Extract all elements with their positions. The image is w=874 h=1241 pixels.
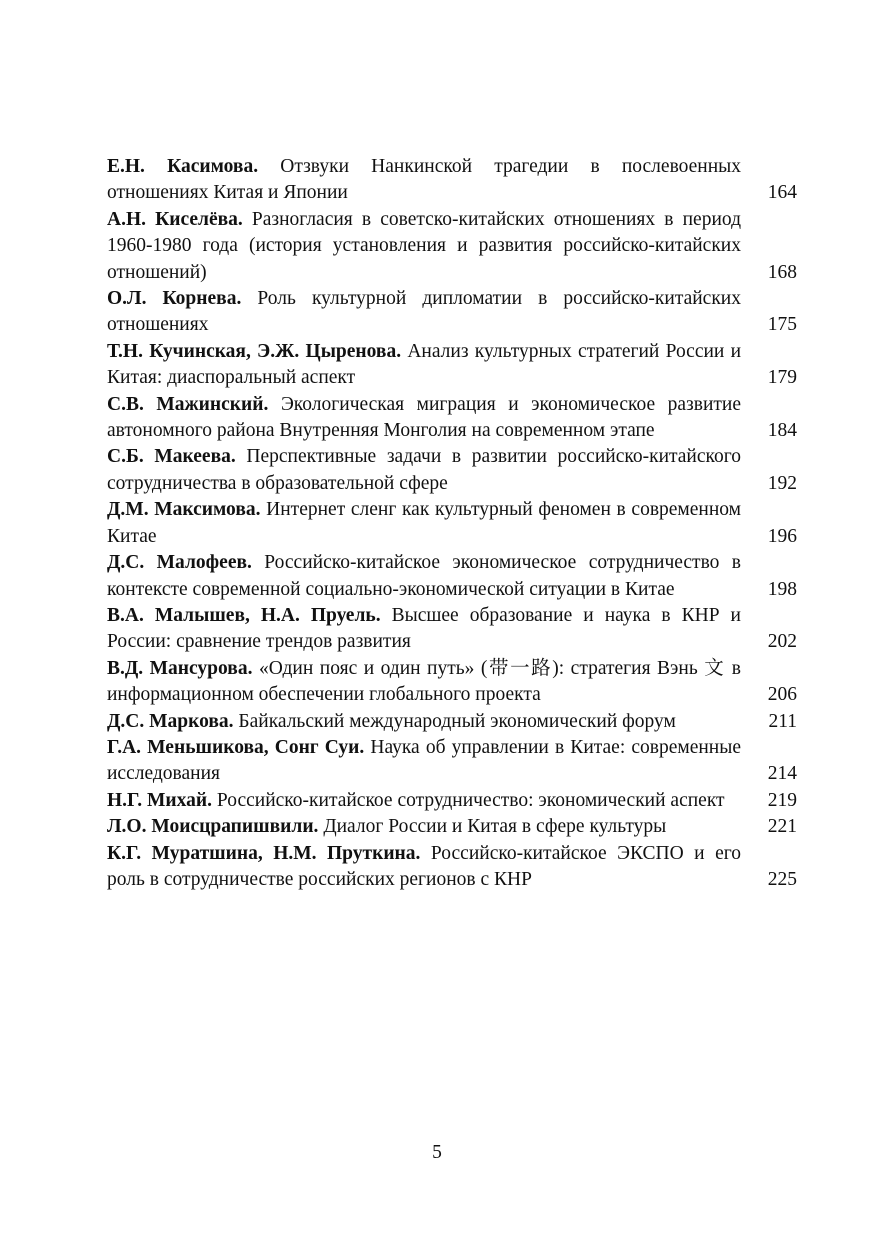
- toc-author: Д.С. Маркова.: [107, 710, 234, 732]
- toc-entry-text: [107, 603, 741, 656]
- toc-title: Высшее образование и наука в КНР и России: сравнение трендов развития: [107, 604, 741, 653]
- toc-author: А.Н. Киселёва.: [107, 208, 243, 230]
- toc-title: Наука об управлении в Китае: современные исследования: [107, 736, 742, 785]
- toc-entry: [107, 709, 797, 735]
- toc-title: Разногласия в советско-китайских отношениях в период 1960-1980 года (история установления и развития российско-китайских отношений): [107, 208, 741, 283]
- toc-entry-text: [107, 392, 741, 445]
- toc-page-number: 196: [767, 525, 797, 547]
- toc-author: С.В. Мажинский.: [107, 393, 269, 415]
- toc-title: Российско-китайское сотрудничество: экономический аспект: [216, 789, 725, 811]
- toc-title: Отзвуки Нанкинской трагедии в послевоенных отношениях Китая и Японии: [107, 156, 742, 204]
- toc-title: Байкальский международный экономический форум: [238, 710, 676, 732]
- toc-author: Д.С. Малофеев.: [107, 552, 252, 574]
- toc-entry-text: [107, 497, 741, 550]
- toc-page-number: 175: [767, 314, 797, 336]
- toc-entry-text: [107, 444, 741, 497]
- toc-entry: [107, 814, 797, 840]
- toc-entry: [107, 735, 797, 788]
- toc-title: Интернет сленг как культурный феномен в современном Китае: [107, 499, 742, 547]
- toc-entry: [107, 656, 797, 709]
- toc-entry: [107, 788, 797, 814]
- toc-page-number: 225: [767, 868, 797, 890]
- toc-entry: [107, 841, 797, 894]
- toc-entry-text: [107, 207, 741, 286]
- toc-entry: [107, 603, 797, 656]
- toc-entry-text: [107, 788, 741, 814]
- toc-entry: [107, 550, 797, 603]
- toc-entry: [107, 497, 797, 550]
- toc-page-number: 206: [767, 684, 797, 706]
- toc-entry-text: [107, 286, 741, 339]
- toc-entry: [107, 339, 797, 392]
- toc-entry-text: [107, 339, 741, 392]
- table-of-contents: [107, 154, 797, 893]
- toc-title: Роль культурной дипломатии в российско-китайских отношениях: [107, 288, 741, 336]
- toc-entry-text: [107, 709, 741, 735]
- toc-page-number: 184: [767, 420, 797, 442]
- toc-entry-text: [107, 656, 741, 709]
- toc-page-number: 211: [768, 710, 797, 732]
- toc-title: «Один пояс и один путь» (带一路): стратегия Вэнь 文 в информационном обеспечении глобального проекта: [107, 657, 741, 706]
- toc-author: Т.Н. Кучинская, Э.Ж. Цыренова.: [107, 340, 402, 362]
- toc-page-number: 214: [767, 763, 797, 785]
- toc-author: В.Д. Мансурова.: [107, 657, 253, 679]
- toc-page-number: 168: [767, 261, 797, 283]
- toc-page-number: 164: [767, 182, 797, 204]
- toc-entry: [107, 444, 797, 497]
- toc-entry-text: [107, 814, 741, 840]
- toc-author: С.Б. Макеева.: [107, 446, 236, 468]
- toc-author: Д.М. Максимова.: [107, 499, 261, 521]
- toc-author: О.Л. Корнева.: [107, 288, 242, 310]
- toc-title: Анализ культурных стратегий России и Китая: диаспоральный аспект: [107, 340, 742, 389]
- toc-author: К.Г. Муратшина, Н.М. Пруткина.: [107, 842, 421, 864]
- toc-entry-text: [107, 735, 741, 788]
- toc-page-number: 179: [767, 367, 797, 389]
- toc-author: Г.А. Меньшикова, Сонг Суи.: [107, 736, 365, 758]
- toc-entry-text: [107, 550, 741, 603]
- toc-author: Н.Г. Михай.: [107, 789, 212, 811]
- toc-page-number: 202: [767, 631, 797, 653]
- toc-title: Российско-китайское ЭКСПО и его роль в сотрудничестве российских регионов с КНР: [107, 842, 741, 890]
- toc-page-number: 192: [767, 472, 797, 494]
- toc-title: Диалог России и Китая в сфере культуры: [323, 816, 667, 838]
- toc-author: В.А. Малышев, Н.А. Пруель.: [107, 604, 381, 626]
- page-number: 5: [432, 1142, 442, 1163]
- toc-page-number: 198: [767, 578, 797, 600]
- toc-title: Перспективные задачи в развитии российско-китайского сотрудничества в образовательной сфере: [107, 446, 742, 494]
- toc-entry: [107, 207, 797, 286]
- toc-title: Экологическая миграция и экономическое развитие автономного района Внутренняя Монголия на современном этапе: [107, 393, 742, 442]
- toc-entry: [107, 286, 797, 339]
- toc-author: Л.О. Моисцрапишвили.: [107, 816, 319, 838]
- toc-entry: [107, 392, 797, 445]
- toc-entry-text: [107, 154, 741, 207]
- toc-title: Российско-китайское экономическое сотрудничество в контексте современной социально-экономической ситуации в Китае: [107, 552, 741, 600]
- toc-page-number: 219: [767, 789, 797, 811]
- toc-page-number: 221: [767, 816, 797, 838]
- toc-author: Е.Н. Касимова.: [107, 156, 259, 177]
- toc-entry: [107, 154, 797, 207]
- toc-entry-text: [107, 841, 741, 894]
